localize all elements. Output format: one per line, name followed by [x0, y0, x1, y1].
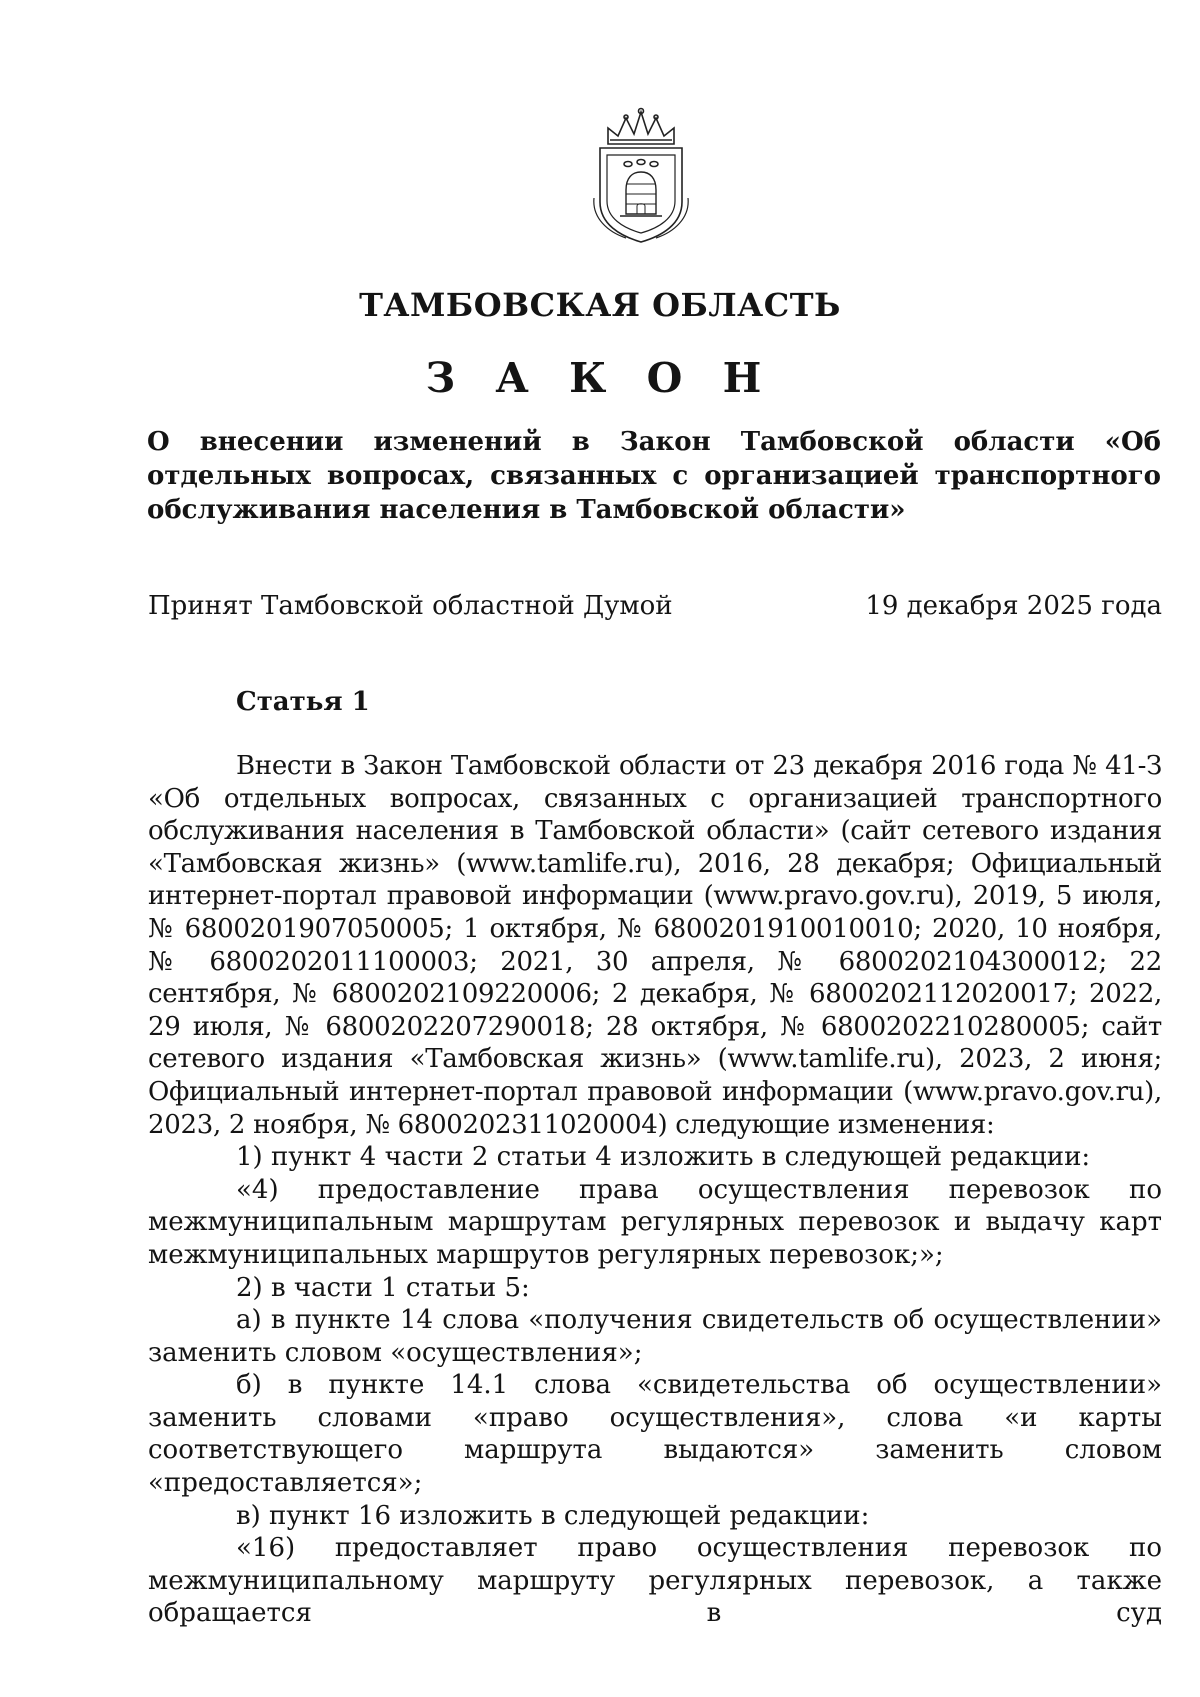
item-1-text: «4) предоставление права осуществления перевозок по межмуниципальным маршрутам регулярных перевозок и выдачу карт межмуниципальных маршрутов регулярных перевозок;»;	[148, 1174, 1162, 1270]
law-title: О внесении изменений в Закон Тамбовской области «Об отдельных вопросах, связанных с организацией транспортного обслуживания населения в Тамбовской области»	[147, 427, 1161, 525]
item-2-v: в) пункт 16 изложить в следующей редакции:	[236, 1500, 870, 1531]
article-body	[148, 750, 1162, 1630]
article-heading: Статья 1	[236, 687, 370, 717]
article-intro-paragraph: Внести в Закон Тамбовской области от 23 декабря 2016 года № 41-З «Об отдельных вопросах, связанных с организацией транспортного обслуживания населения в Тамбовской области» (сайт сетевого издания «Тамбовская жизнь» (www.tamlife.ru), 2016, 28 декабря; Официальный интернет-портал правовой информации (www.pravo.gov.ru), 2019, 5 июля, № 6800201907050005; 1 октября, № 6800201910010010; 2020, 10 ноября, № 6800202011100003; 2021, 30 апреля, № 6800202104300012; 22 сентября, № 6800202109220006; 2 декабря, № 6800202112020017; 2022, 29 июля, № 6800202207290018; 28 октября, № 6800202210280005; сайт сетевого издания «Тамбовская жизнь» (www.tamlife.ru), 2023, 2 июня; Официальный интернет-портал правовой информации (www.pravo.gov.ru), 2023, 2 ноября, № 6800202311020004) следующие изменения:	[148, 751, 1162, 1140]
item-2-b: б) в пункте 14.1 слова «свидетельства об осуществлении» заменить словами «право осуществления», слова «и карты соответствующего маршрута выдаются» заменить словом «предоставляется»;	[148, 1370, 1162, 1499]
document-type: З А К О Н	[425, 354, 775, 402]
adoption-date: 19 декабря 2025 года	[865, 591, 1162, 621]
item-2-a: а) в пункте 14 слова «получения свидетельств об осуществлении» заменить словом «осуществления»;	[148, 1305, 1162, 1368]
coat-of-arms-emblem	[586, 106, 696, 246]
item-2: 2) в части 1 статьи 5:	[236, 1272, 530, 1303]
item-1: 1) пункт 4 части 2 статьи 4 изложить в следующей редакции:	[236, 1142, 1091, 1173]
region-name: ТАМБОВСКАЯ ОБЛАСТЬ	[359, 286, 841, 324]
adopted-by: Принят Тамбовской областной Думой	[148, 591, 673, 621]
item-2-v-text: «16) предоставляет право осуществления перевозок по межмуниципальному маршруту регулярных перевозок, а также обращается в суд	[148, 1533, 1162, 1629]
